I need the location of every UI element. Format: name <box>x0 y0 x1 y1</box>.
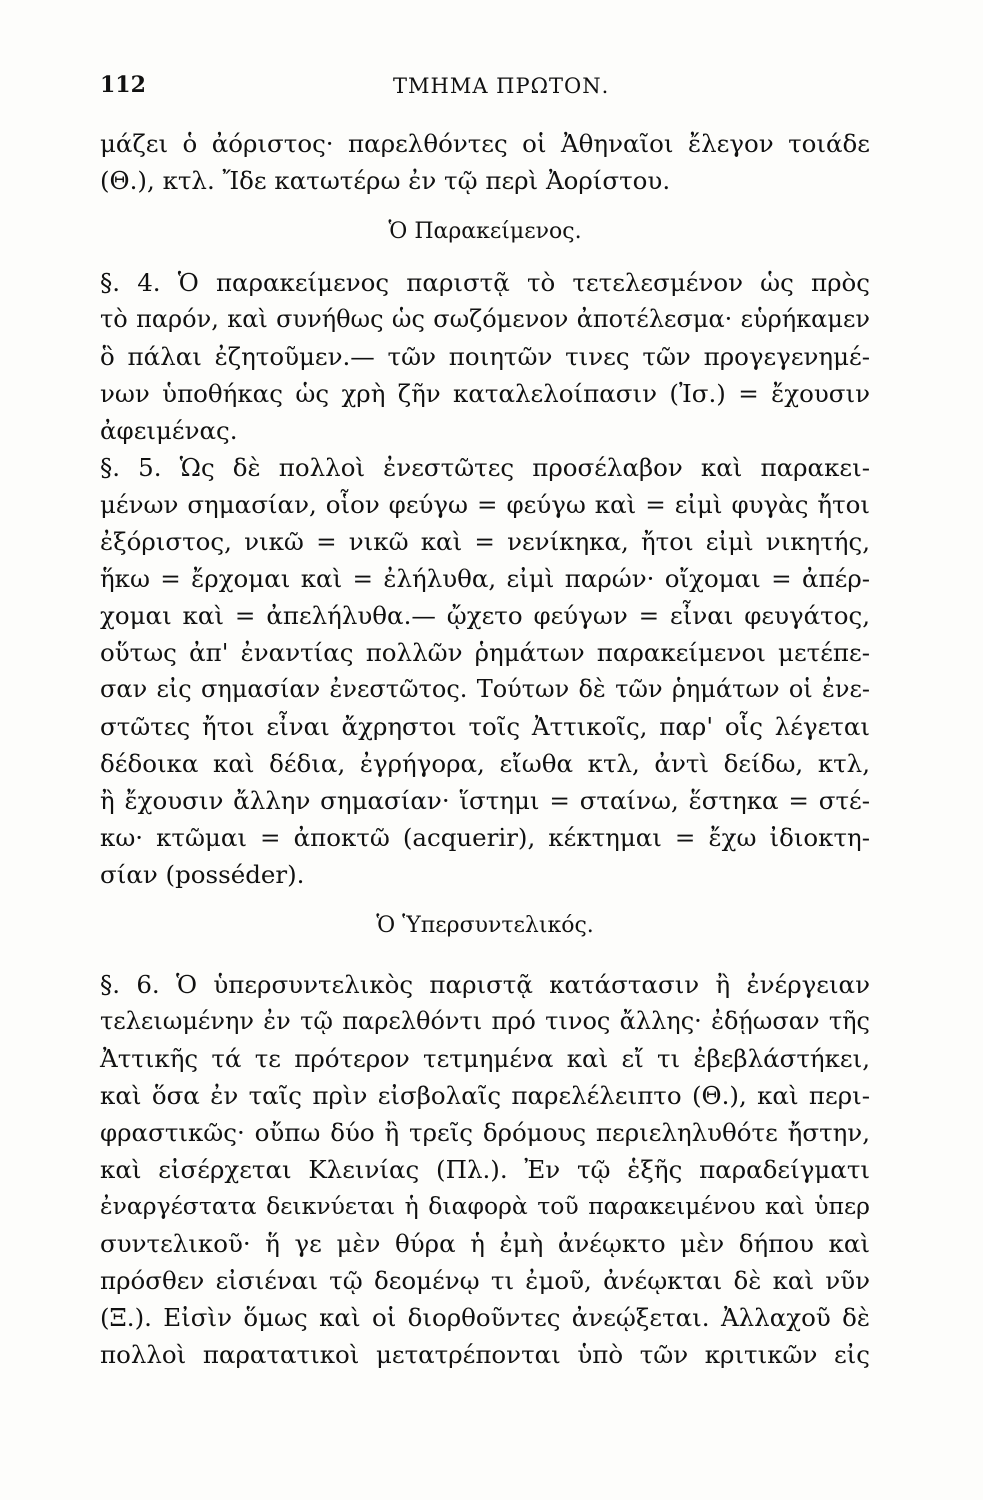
text-line: σαν εἰς σημασίαν ἐνεστῶτος. Τούτων δὲ τῶν ῥημάτων οἱ ἐνε- <box>100 675 870 703</box>
text-line: §. 6. Ὁ ὑπερσυντελικὸς παριστᾷ κατάστασιν ἢ ἐνέργειαν <box>100 970 870 999</box>
text-line: δέδοικα καὶ δέδια, ἐγρήγορα, εἴωθα κτλ, ἀντὶ δείδω, κτλ, <box>100 749 870 778</box>
text-line: ἢ ἔχουσιν ἄλλην σημασίαν· ἵστημι = σταίνω, ἕστηκα = στέ- <box>100 786 870 815</box>
text-line: πολλοὶ παρατατικοὶ μετατρέπονται ὑπὸ τῶν κριτικῶν εἰς <box>100 1340 870 1369</box>
text-line: ἐξόριστος, νικῶ = νικῶ καὶ = νενίκηκα, ἤτοι εἰμὶ νικητής, <box>100 527 870 556</box>
text-line: §. 5. Ὡς δὲ πολλοὶ ἐνεστῶτες προσέλαβον καὶ παρακει- <box>100 453 870 482</box>
running-head: ΤΜΗΜΑ ΠΡΩΤΟΝ. <box>393 74 610 98</box>
text-line: §. 4. Ὁ παρακείμενος παριστᾷ τὸ τετελεσμένον ὡς πρὸς <box>100 268 870 297</box>
text-line: κω· κτῶμαι = ἀποκτῶ (acquerir), κέκτημαι = ἔχω ἰδιοκτη- <box>100 823 870 852</box>
text-line: ὃ πάλαι ἐζητοῦμεν.— τῶν ποιητῶν τινες τῶν προγεγενημέ- <box>100 342 870 371</box>
text-line: πρόσθεν εἰσιέναι τῷ δεομένῳ τι ἐμοῦ, ἀνέῳκται δὲ καὶ νῦν <box>100 1266 870 1295</box>
text-line: στῶτες ἤτοι εἶναι ἄχρηστοι τοῖς Ἀττικοῖς, παρ' οἷς λέγεται <box>100 712 870 741</box>
text-line: τὸ παρόν, καὶ συνήθως ὡς σωζόμενον ἀποτέλεσμα· εὑρήκαμεν <box>100 305 870 333</box>
text-line: μάζει ὁ ἀόριστος· παρελθόντες οἱ Ἀθηναῖοι ἔλεγον τοιάδε <box>100 129 870 158</box>
text-line: καὶ ὅσα ἐν ταῖς πρὶν εἰσβολαῖς παρελέλειπτο (Θ.), καὶ περι- <box>100 1081 870 1110</box>
text-line: χομαι καὶ = ἀπελήλυθα.— ᾤχετο φεύγων = εἶναι φευγάτος, <box>100 601 870 630</box>
text-line: (Θ.), κτλ. Ἴδε κατωτέρω ἐν τῷ περὶ Ἀορίστου. <box>100 166 671 195</box>
text-line: σίαν (posséder). <box>100 860 305 889</box>
text-line: συντελικοῦ· ἥ γε μὲν θύρα ἡ ἐμὴ ἀνέῳκτο μὲν δήπου καὶ <box>100 1229 870 1258</box>
text-line: οὕτως ἀπ' ἐναντίας πολλῶν ῥημάτων παρακείμενοι μετέπε- <box>100 638 870 667</box>
text-line: ἀφειμένας. <box>100 416 238 445</box>
section-heading-parakeimenos: Ὁ Παρακείμενος. <box>388 219 582 244</box>
text-line: ἥκω = ἔρχομαι καὶ = ἐλήλυθα, εἰμὶ παρών· οἴχομαι = ἀπέρ- <box>100 564 870 593</box>
text-line: Ἀττικῆς τά τε πρότερον τετμημένα καὶ εἴ τι ἐβεβλάστήκει, <box>100 1044 870 1073</box>
text-line: μένων σημασίαν, οἷον φεύγω = φεύγω καὶ = εἰμὶ φυγὰς ἤτοι <box>100 490 870 519</box>
page-header <box>100 72 880 112</box>
text-line: νων ὑποθήκας ὡς χρὴ ζῆν καταλελοίπασιν (Ἰσ.) = ἔχουσιν <box>100 379 870 408</box>
text-line: (Ξ.). Εἰσὶν ὅμως καὶ οἱ διορθοῦντες ἀνεῴξεται. Ἀλλαχοῦ δὲ <box>100 1303 870 1332</box>
text-line: ἐναργέστατα δεικνύεται ἡ διαφορὰ τοῦ παρακειμένου καὶ ὑπερ <box>100 1192 870 1220</box>
text-line: τελειωμένην ἐν τῷ παρελθόντι πρό τινος ἄλλης· ἐδῄωσαν τῆς <box>100 1007 870 1035</box>
text-line: καὶ εἰσέρχεται Κλεινίας (Πλ.). Ἐν τῷ ἑξῆς παραδείγματι <box>100 1155 870 1184</box>
main-text <box>100 125 870 1373</box>
page-number: 112 <box>100 72 146 98</box>
text-line: φραστικῶς· οὔπω δύο ἢ τρεῖς δρόμους περιεληλυθότε ἤστην, <box>100 1118 870 1147</box>
section-heading-hypersyntelikos: Ὁ Ὑπερσυντελικός. <box>376 913 594 938</box>
